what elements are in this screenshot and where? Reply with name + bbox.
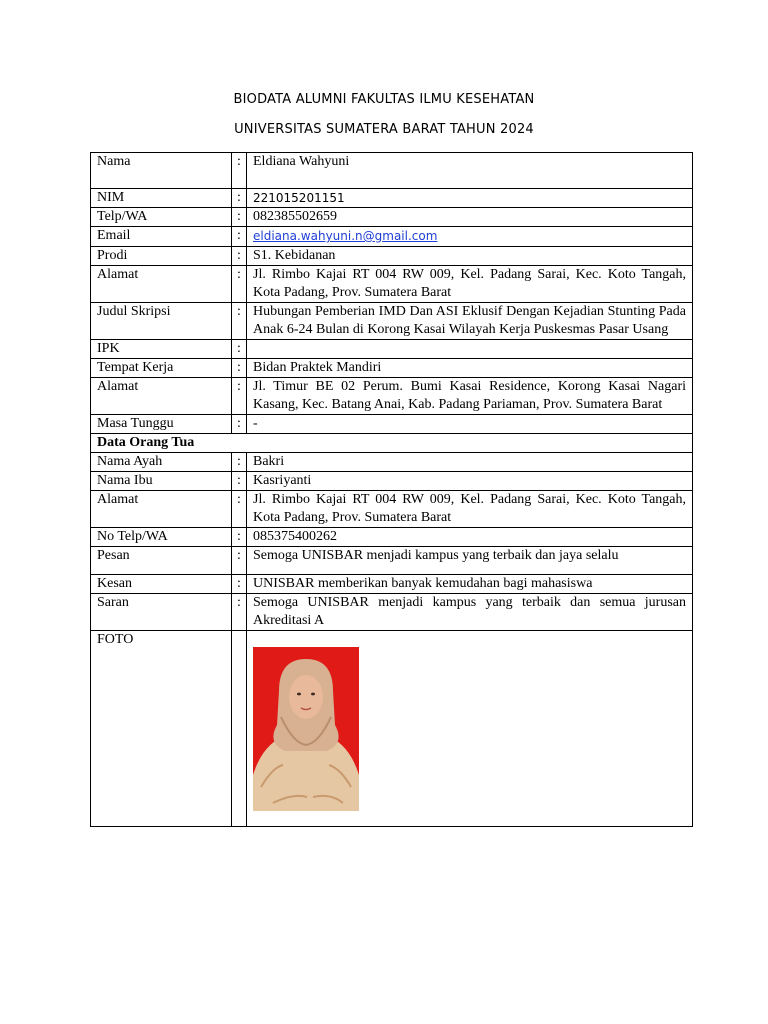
separator: : <box>232 528 247 547</box>
row-alamat <box>91 266 693 303</box>
row-telp <box>91 208 693 227</box>
value-nim: 221015201151 <box>247 189 693 208</box>
value-tempat-kerja: Bidan Praktek Mandiri <box>247 359 693 378</box>
label-nim: NIM <box>91 189 232 208</box>
label-foto: FOTO <box>91 631 232 827</box>
photo-left-eye <box>297 693 301 696</box>
separator: : <box>232 247 247 266</box>
photo-face <box>289 675 323 719</box>
row-kesan <box>91 575 693 594</box>
row-alamat-ortu <box>91 491 693 528</box>
label-masa-tunggu: Masa Tunggu <box>91 415 232 434</box>
row-prodi <box>91 247 693 266</box>
value-kesan: UNISBAR memberikan banyak kemudahan bagi mahasiswa <box>247 575 693 594</box>
document-subtitle: UNIVERSITAS SUMATERA BARAT TAHUN 2024 <box>234 122 534 137</box>
value-nama-ibu: Kasriyanti <box>247 472 693 491</box>
label-prodi: Prodi <box>91 247 232 266</box>
value-saran: Semoga UNISBAR menjadi kampus yang terbaik dan semua jurusan Akreditasi A <box>247 594 693 631</box>
separator: : <box>232 594 247 631</box>
row-saran <box>91 594 693 631</box>
value-pesan: Semoga UNISBAR menjadi kampus yang terbaik dan jaya selalu <box>247 547 693 575</box>
row-nama <box>91 153 693 189</box>
profile-photo <box>253 647 359 811</box>
value-telp: 082385502659 <box>247 208 693 227</box>
row-tempat-kerja <box>91 359 693 378</box>
email-link[interactable]: eldiana.wahyuni.n@gmail.com <box>253 229 438 243</box>
separator-empty <box>232 631 247 827</box>
value-alamat-ortu: Jl. Rimbo Kajai RT 004 RW 009, Kel. Padang Sarai, Kec. Koto Tangah, Kota Padang, Prov. Sumatera Barat <box>247 491 693 528</box>
row-pesan <box>91 547 693 575</box>
separator: : <box>232 415 247 434</box>
label-alamat: Alamat <box>91 266 232 303</box>
label-email: Email <box>91 227 232 247</box>
separator: : <box>232 359 247 378</box>
row-email <box>91 227 693 247</box>
row-alamat-kerja <box>91 378 693 415</box>
separator: : <box>232 472 247 491</box>
row-foto <box>91 631 693 827</box>
separator: : <box>232 547 247 575</box>
separator: : <box>232 453 247 472</box>
label-telp: Telp/WA <box>91 208 232 227</box>
section-heading-orang-tua: Data Orang Tua <box>91 434 693 453</box>
biodata-table <box>90 152 693 827</box>
separator: : <box>232 378 247 415</box>
separator: : <box>232 340 247 359</box>
separator: : <box>232 208 247 227</box>
row-nim <box>91 189 693 208</box>
row-section-orang-tua <box>91 434 693 453</box>
label-alamat-kerja: Alamat <box>91 378 232 415</box>
label-kesan: Kesan <box>91 575 232 594</box>
separator: : <box>232 491 247 528</box>
value-nama-ayah: Bakri <box>247 453 693 472</box>
separator: : <box>232 153 247 189</box>
separator: : <box>232 189 247 208</box>
value-ipk <box>247 340 693 359</box>
row-ipk <box>91 340 693 359</box>
label-nama: Nama <box>91 153 232 189</box>
value-masa-tunggu: - <box>247 415 693 434</box>
photo-right-eye <box>311 693 315 696</box>
row-nama-ibu <box>91 472 693 491</box>
separator: : <box>232 575 247 594</box>
label-alamat-ortu: Alamat <box>91 491 232 528</box>
separator: : <box>232 266 247 303</box>
value-alamat: Jl. Rimbo Kajai RT 004 RW 009, Kel. Padang Sarai, Kec. Koto Tangah, Kota Padang, Prov. Sumatera Barat <box>247 266 693 303</box>
value-alamat-kerja: Jl. Timur BE 02 Perum. Bumi Kasai Residence, Korong Kasai Nagari Kasang, Kec. Batang Anai, Kab. Padang Pariaman, Prov. Sumatera Barat <box>247 378 693 415</box>
row-nama-ayah <box>91 453 693 472</box>
row-telp-ortu <box>91 528 693 547</box>
label-nama-ayah: Nama Ayah <box>91 453 232 472</box>
label-judul-skripsi: Judul Skripsi <box>91 303 232 340</box>
label-telp-ortu: No Telp/WA <box>91 528 232 547</box>
row-judul-skripsi <box>91 303 693 340</box>
value-judul-skripsi: Hubungan Pemberian IMD Dan ASI Eklusif Dengan Kejadian Stunting Pada Anak 6-24 Bulan di Korong Kasai Wilayah Kerja Puskesmas Pasar Usang <box>247 303 693 340</box>
label-saran: Saran <box>91 594 232 631</box>
label-nama-ibu: Nama Ibu <box>91 472 232 491</box>
value-nama: Eldiana Wahyuni <box>247 153 693 189</box>
label-tempat-kerja: Tempat Kerja <box>91 359 232 378</box>
row-masa-tunggu <box>91 415 693 434</box>
document-title: BIODATA ALUMNI FAKULTAS ILMU KESEHATAN <box>233 92 535 107</box>
separator: : <box>232 227 247 247</box>
label-pesan: Pesan <box>91 547 232 575</box>
separator: : <box>232 303 247 340</box>
label-ipk: IPK <box>91 340 232 359</box>
value-prodi: S1. Kebidanan <box>247 247 693 266</box>
value-telp-ortu: 085375400262 <box>247 528 693 547</box>
